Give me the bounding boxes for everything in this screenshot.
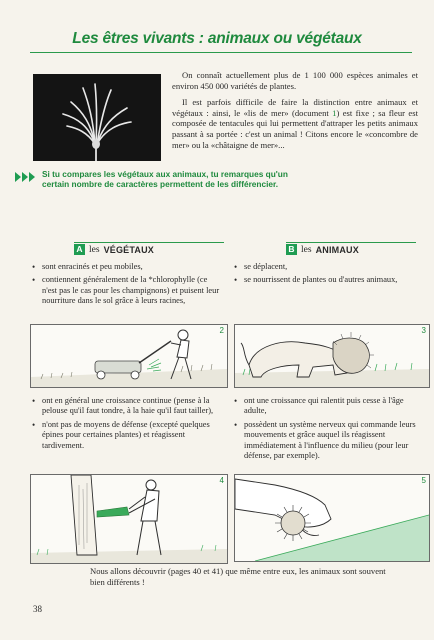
vegetaux-heading: A les VÉGÉTAUX <box>74 244 154 255</box>
page-number: 38 <box>33 604 42 614</box>
double-arrow-icon <box>14 170 36 182</box>
list-item: • possèdent un système nerveux qui commande leurs mouvements et grâce auquel ils réagissent immédiatement à l'influence du milieu (pour leur défense, par exemple). <box>232 420 422 462</box>
panel-number: 2 <box>219 326 224 335</box>
document-ref: 1 <box>332 107 337 118</box>
list-item: • se déplacent, <box>232 262 420 272</box>
sea-lily-photo <box>33 74 161 161</box>
list-item: • ont une croissance qui ralentit puis cesse à l'âge adulte, <box>232 396 422 417</box>
guiding-question: Si tu compares les végétaux aux animaux, tu remarques qu'un certain nombre de caractères permettent de les différencier. <box>42 169 288 189</box>
list-item: • se nourrissent de plantes ou d'autres animaux, <box>232 275 420 285</box>
vegetaux-list-top <box>30 262 222 310</box>
intro-paragraph-1: On connaît actuellement plus de 1 100 000 espèces animales et environ 450 000 variétés de plantes. <box>172 70 418 91</box>
illustration-hedge-trimming <box>30 474 228 564</box>
illustration-hedgehog <box>234 474 430 562</box>
vegetaux-list-bottom <box>30 396 224 454</box>
animaux-list-bottom <box>232 396 422 464</box>
animaux-list-top <box>232 262 420 289</box>
intro-text <box>172 70 418 156</box>
panel-number: 5 <box>421 476 426 485</box>
panel-number: 3 <box>421 326 426 335</box>
list-item: • ont en général une croissance continue (pense à la pelouse qu'il faut tondre, à la haie qu'il faut tailler), <box>30 396 224 417</box>
closing-text: Nous allons découvrir (pages 40 et 41) que même entre eux, les animaux sont souvent bien différents ! <box>90 566 386 587</box>
illustration-lion <box>234 324 430 388</box>
badge-b: B <box>286 244 297 255</box>
list-item: • sont enracinés et peu mobiles, <box>30 262 222 272</box>
badge-a: A <box>74 244 85 255</box>
page-title: Les êtres vivants : animaux ou végétaux <box>72 30 362 47</box>
panel-number: 4 <box>219 476 224 485</box>
animaux-rule <box>286 242 416 243</box>
illustration-mowing <box>30 324 228 388</box>
animaux-heading: B les ANIMAUX <box>286 244 359 255</box>
list-item: • n'ont pas de moyens de défense (excepté quelques épines pour certaines plantes) et réagissent tardivement. <box>30 420 224 451</box>
title-rule <box>30 52 412 53</box>
vegetaux-rule <box>74 242 224 243</box>
list-item: • contiennent généralement de la *chlorophylle (ce n'est pas le cas pour les champignons) et puisent leur nourriture dans le sol grâce à leurs racines, <box>30 275 222 306</box>
intro-paragraph-2: Il est parfois difficile de faire la distinction entre animaux et végétaux : ainsi, le «lis de mer» (document 1) est fixe ; sa fleur est composée de tentacules qui lui permettent d'attraper les petits animaux passant à sa portée : c'est un animal ! Citons encore le «concombre de mer» ou la «châtaigne de mer»... <box>172 97 418 150</box>
